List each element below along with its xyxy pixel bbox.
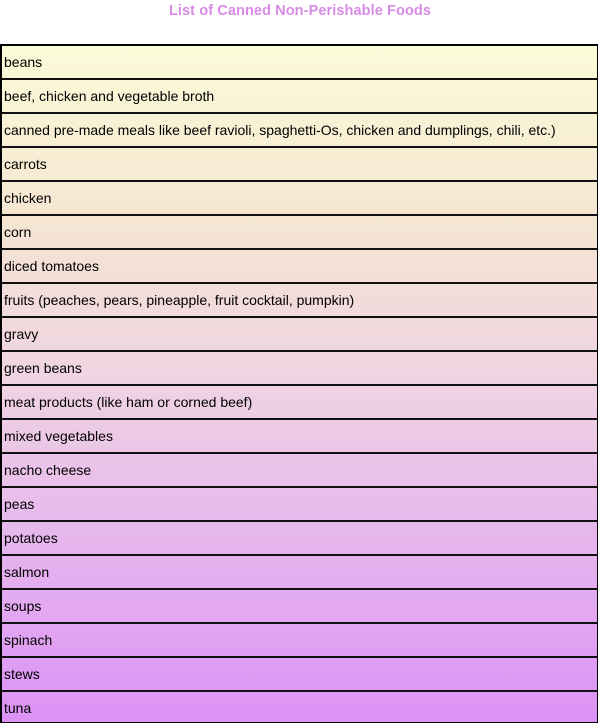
list-item-label: soups	[4, 598, 42, 614]
list-item-label: gravy	[4, 326, 39, 342]
list-item-label: salmon	[4, 564, 50, 580]
list-item	[2, 658, 597, 692]
page-title: List of Canned Non-Perishable Foods	[168, 3, 432, 19]
list-item	[2, 454, 597, 488]
list-item-label: potatoes	[4, 530, 58, 546]
list-item-label: spinach	[4, 632, 53, 648]
list-item	[2, 250, 597, 284]
list-item-label: mixed vegetables	[4, 428, 113, 444]
list-item	[2, 352, 597, 386]
list-item-label: meat products (like ham or corned beef)	[4, 394, 253, 410]
list-item	[2, 284, 597, 318]
list-item	[2, 692, 597, 724]
list-item	[2, 522, 597, 556]
list-item	[2, 318, 597, 352]
list-item-label: fruits (peaches, pears, pineapple, fruit cocktail, pumpkin)	[4, 292, 355, 308]
list-item-label: peas	[4, 496, 35, 512]
list-item	[2, 216, 597, 250]
list-item-label: beans	[4, 54, 43, 70]
list-item	[2, 182, 597, 216]
list-item	[2, 114, 597, 148]
list-item-label: stews	[4, 666, 40, 682]
list-item-label: beef, chicken and vegetable broth	[4, 88, 215, 104]
list-item-label: nacho cheese	[4, 462, 92, 478]
list-item	[2, 590, 597, 624]
list-item	[2, 148, 597, 182]
list-item	[2, 80, 597, 114]
list-item	[2, 488, 597, 522]
list-item-label: canned pre-made meals like beef ravioli, spaghetti-Os, chicken and dumplings, chili, etc.)	[4, 122, 556, 138]
list-item-label: corn	[4, 224, 32, 240]
list-item	[2, 556, 597, 590]
list-item-label: chicken	[4, 190, 52, 206]
list-item-label: green beans	[4, 360, 82, 376]
list-item-label: tuna	[4, 700, 32, 716]
list-item-label: carrots	[4, 156, 47, 172]
food-list	[0, 44, 598, 723]
list-item	[2, 386, 597, 420]
list-item-label: diced tomatoes	[4, 258, 99, 274]
list-item	[2, 46, 597, 80]
list-item	[2, 420, 597, 454]
list-item	[2, 624, 597, 658]
